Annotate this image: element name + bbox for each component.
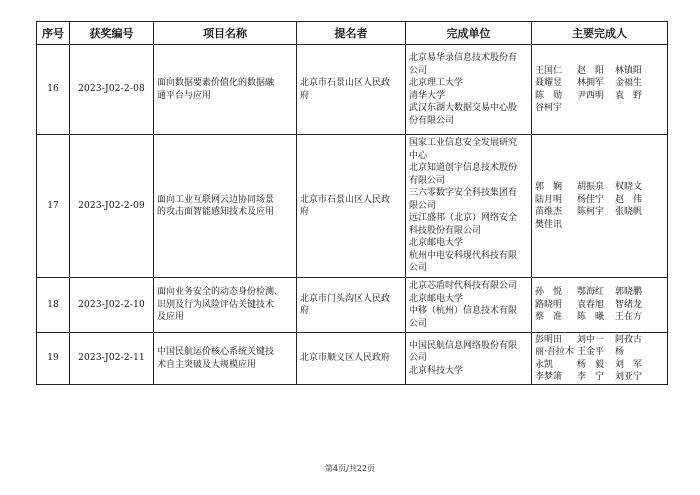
person-name: 尹西明 xyxy=(577,90,605,101)
person-name: 王金平 xyxy=(577,347,605,357)
cell-persons xyxy=(532,278,668,333)
unit-line: 限公司 xyxy=(409,200,437,211)
unit-line: 份有限公司 xyxy=(409,115,455,126)
cell-units xyxy=(406,333,532,385)
unit-line: 北京易华录信息技术股份有 xyxy=(409,53,518,63)
cell-award-no: 2023-J02-2-11 xyxy=(70,333,154,385)
unit-line: 中国民航信息网络股份有限 xyxy=(409,340,518,351)
person-name: 鄂海红 xyxy=(577,287,605,298)
cell-seq: 16 xyxy=(37,45,70,135)
cell-nominator xyxy=(297,278,406,333)
persons-line xyxy=(535,219,664,232)
cell-seq: 17 xyxy=(37,135,70,278)
persons-line xyxy=(535,371,664,384)
unit-line: 北京邮电大学 xyxy=(409,238,464,249)
unit-line: 远江盛邦（北京）网络安全 xyxy=(409,213,518,224)
person-name: 刘亚宁 xyxy=(615,372,643,382)
project-name-line: 识别及行为风险评估关键技术 xyxy=(157,299,275,310)
unit-line: 中移（杭州）信息技术有限 xyxy=(409,306,518,316)
person-name: 孙 悦 xyxy=(535,287,563,298)
cell-seq: 19 xyxy=(37,333,70,385)
nominator-line: 府 xyxy=(300,306,310,316)
unit-line: 公司 xyxy=(409,65,428,76)
unit-line: 三六零数字安全科技集团有 xyxy=(409,188,518,199)
nominator-line: 北京市石景山区人民政 xyxy=(300,194,391,205)
unit-line: 公司 xyxy=(409,263,428,274)
page-footer: 第4页/共22页 xyxy=(325,464,375,473)
project-name-line: 面向工业互联网云边协同场景 xyxy=(157,194,275,205)
cell-persons xyxy=(532,333,668,385)
person-name: 路晓明 xyxy=(535,299,563,310)
cell-seq: 18 xyxy=(37,278,70,333)
unit-line: 中心 xyxy=(409,150,428,161)
person-name: 杨 xyxy=(615,347,625,357)
person-name: 刘中一 xyxy=(577,334,605,345)
person-name: 赵 阳 xyxy=(577,65,605,76)
project-name-line: 及应用 xyxy=(157,312,185,323)
person-name: 陆月明 xyxy=(535,194,563,205)
person-name: 胡振泉 xyxy=(577,182,605,192)
nominator-line: 府 xyxy=(300,207,310,217)
cell-units xyxy=(406,45,532,135)
unit-line: 北京科技大学 xyxy=(409,365,464,376)
unit-line: 有限公司 xyxy=(409,175,446,186)
person-name: 阿孜古 xyxy=(615,334,643,345)
person-name: 智绪龙 xyxy=(615,299,643,310)
persons-line xyxy=(535,346,664,359)
person-name: 杨佳宁 xyxy=(577,194,605,205)
nominator-line: 北京市门头沟区人民政 xyxy=(300,293,391,304)
project-name-line: 中国民航运价核心系统关键技 xyxy=(157,347,275,357)
person-name: 杨 毅 xyxy=(577,359,605,370)
header-persons: 主要完成人 xyxy=(532,22,668,45)
header-award-no: 获奖编号 xyxy=(70,22,154,45)
persons-line xyxy=(535,194,664,207)
cell-award-no: 2023-J02-2-09 xyxy=(70,135,154,278)
table-row xyxy=(37,278,668,333)
persons-line xyxy=(535,206,664,219)
cell-award-no: 2023-J02-2-08 xyxy=(70,45,154,135)
person-name: 李 宁 xyxy=(577,372,605,382)
unit-line: 北京知道创宇信息技术股份 xyxy=(409,163,518,174)
person-name: 李梦箫 xyxy=(535,372,563,382)
person-name: 林拥军 xyxy=(577,78,605,88)
header-nominator: 提名者 xyxy=(297,22,406,45)
cell-units xyxy=(406,278,532,333)
person-name: 郭晓鹏 xyxy=(615,287,643,298)
person-name: 赵 伟 xyxy=(615,194,643,205)
unit-line: 公司 xyxy=(409,318,428,329)
person-name: 刘 军 xyxy=(615,359,643,370)
unit-line: 北京芯盾时代科技有限公司 xyxy=(409,281,518,291)
persons-line xyxy=(535,359,664,372)
table-row xyxy=(37,135,668,278)
cell-project-name xyxy=(154,278,297,333)
person-name: 彭明田 xyxy=(535,334,563,345)
unit-line: 国家工业信息安全发展研究 xyxy=(409,138,518,149)
persons-line xyxy=(535,299,664,312)
project-name-line: 面向业务安全的动态身份检测、 xyxy=(157,287,284,298)
project-name-line: 术自主突破及大规模应用 xyxy=(157,359,257,370)
unit-line: 杭州中电安科现代科技有限 xyxy=(409,250,518,261)
nominator-line: 府 xyxy=(300,90,310,101)
cell-award-no: 2023-J02-2-10 xyxy=(70,278,154,333)
persons-line xyxy=(535,77,664,90)
header-project-name: 项目名称 xyxy=(154,22,297,45)
person-name: 张晓帆 xyxy=(615,207,643,217)
persons-line xyxy=(535,65,664,78)
awards-table xyxy=(36,21,668,385)
person-name: 陈 曦 xyxy=(577,312,605,323)
nominator-line: 北京市顺义区人民政府 xyxy=(300,353,391,364)
person-name: 蔡 准 xyxy=(535,312,563,323)
person-name: 聂耀昱 xyxy=(535,78,563,88)
cell-persons xyxy=(532,135,668,278)
person-name: 永凯 xyxy=(535,359,554,370)
person-name: 陈 勋 xyxy=(535,90,563,101)
persons-line xyxy=(535,311,664,324)
project-name-line: 面向数据要素价值化的数据融 xyxy=(157,78,275,88)
nominator-line: 北京市石景山区人民政 xyxy=(300,78,391,88)
persons-line xyxy=(535,286,664,299)
table-row xyxy=(37,333,668,385)
person-name: 丽·吾拉木 xyxy=(535,347,574,357)
person-name: 林镇阳 xyxy=(615,65,643,76)
project-name-line: 通平台与应用 xyxy=(157,90,212,101)
header-seq: 序号 xyxy=(37,22,70,45)
table-header-row xyxy=(37,22,668,45)
persons-line xyxy=(535,181,664,194)
unit-line: 武汉东湖大数据交易中心股 xyxy=(409,103,518,113)
cell-project-name xyxy=(154,333,297,385)
person-name: 袁春旭 xyxy=(577,299,605,310)
person-name: 谷柯宇 xyxy=(535,103,563,113)
cell-project-name xyxy=(154,45,297,135)
cell-nominator xyxy=(297,45,406,135)
person-name: 王国仁 xyxy=(535,65,563,76)
cell-persons xyxy=(532,45,668,135)
person-name: 苗维杰 xyxy=(535,207,563,217)
unit-line: 清华大学 xyxy=(409,90,446,101)
project-name-line: 的攻击面智能感知技术及应用 xyxy=(157,207,275,217)
table-row xyxy=(37,45,668,135)
persons-line xyxy=(535,102,664,115)
unit-line: 北京邮电大学 xyxy=(409,293,464,304)
person-name: 金福生 xyxy=(615,78,643,88)
person-name: 王在方 xyxy=(615,312,643,323)
unit-line: 科技股份有限公司 xyxy=(409,225,482,236)
cell-nominator xyxy=(297,333,406,385)
persons-line xyxy=(535,90,664,103)
person-name: 樊佳讯 xyxy=(535,219,563,230)
cell-project-name xyxy=(154,135,297,278)
unit-line: 公司 xyxy=(409,353,428,364)
cell-units xyxy=(406,135,532,278)
persons-line xyxy=(535,334,664,347)
unit-line: 北京理工大学 xyxy=(409,78,464,88)
person-name: 袁 野 xyxy=(615,90,643,101)
cell-nominator xyxy=(297,135,406,278)
person-name: 陈柯宇 xyxy=(577,207,605,217)
header-units: 完成单位 xyxy=(406,22,532,45)
person-name: 权晓文 xyxy=(615,182,643,192)
person-name: 郭 娴 xyxy=(535,182,563,192)
